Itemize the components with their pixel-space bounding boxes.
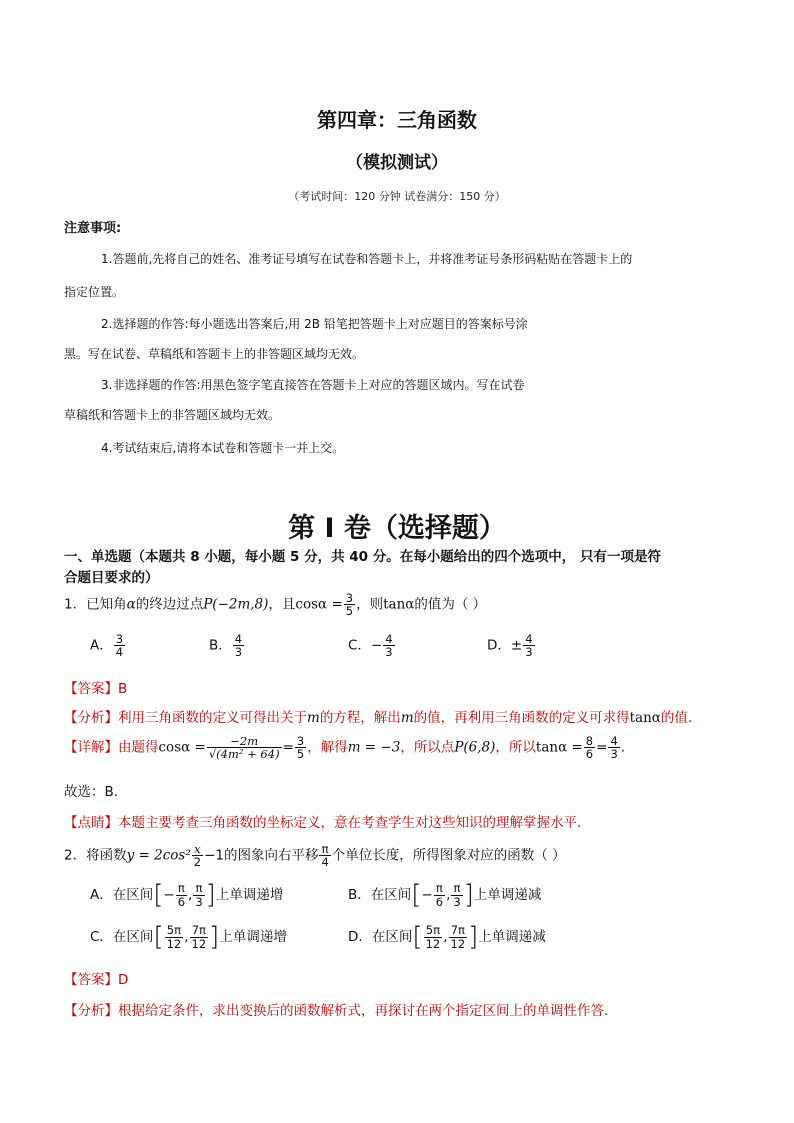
q1-answer: 【答案】B bbox=[64, 681, 128, 697]
q2-answer: 【答案】D bbox=[64, 972, 129, 988]
notice-item-3-line-2: 草稿纸和答题卡上的非答题区域均无效。 bbox=[64, 408, 281, 422]
q1-tan: tanα bbox=[383, 596, 415, 613]
q2-option-a: A．在区间[− $\frac{\pi}{6}$ , $\frac{\pi}{3}$ ]上单调递增 bbox=[90, 880, 284, 910]
q2-option-c: C．在区间[ $\frac{5\pi}{12}$ , $\frac{7\pi}{12}$ ]上单调递增 bbox=[90, 922, 287, 952]
q1-prefix: 1．已知角 bbox=[64, 596, 127, 613]
exam-subtitle: （模拟测试） bbox=[346, 153, 448, 173]
q1-point: P(−2m,8) bbox=[203, 596, 269, 613]
q2-option-b: B．在区间[− $\frac{\pi}{6}$ , $\frac{\pi}{3}$ ]上单调递减 bbox=[348, 880, 542, 910]
question-2-stem: 2．将函数y = 2cos² $\frac{x}{2}$ −1的图象向右平移 $\frac{\pi}{4}$ 个单位长度，所得图象对应的函数（ ） bbox=[64, 842, 566, 870]
q1-option-c: C．− $\frac{4}{3}$ bbox=[348, 632, 393, 660]
q1-suffix: 的值为（ ） bbox=[414, 596, 487, 613]
notice-heading: 注意事项: bbox=[64, 221, 122, 236]
exam-info: （考试时间：120 分钟 试卷满分：150 分） bbox=[288, 190, 506, 203]
q1-mid1: 的终边过点 bbox=[135, 596, 204, 613]
q1-comment: 【点睛】本题主要考查三角函数的坐标定义，意在考查学生对这些知识的理解掌握水平. bbox=[64, 815, 582, 831]
q2-option-d: D．在区间[ $\frac{5\pi}{12}$ , $\frac{7\pi}{12}$ ]上单调递减 bbox=[348, 922, 546, 952]
notice-item-1-line-2: 指定位置。 bbox=[64, 285, 125, 299]
q2-analysis: 【分析】根据给定条件，求出变换后的函数解析式，再探讨在两个指定区间上的单调性作答. bbox=[64, 1003, 609, 1019]
q1-detail-fraction-1: $\frac{-2m}{\text{√(4m² + 64)}}$ bbox=[208, 734, 280, 762]
q1-option-a: A． $\frac{3}{4}$ bbox=[90, 632, 124, 660]
q1-option-d: D．± $\frac{4}{3}$ bbox=[487, 632, 533, 660]
q1-option-b-fraction: $\frac{4}{3}$ bbox=[234, 632, 243, 660]
notice-item-4: 4.考试结束后,请将本试卷和答题卡一并上交。 bbox=[101, 441, 345, 455]
notice-item-2-line-2: 黑。写在试卷、草稿纸和答题卡上的非答题区域均无效。 bbox=[64, 347, 365, 361]
notice-item-1-line-1: 1.答题前,先将自己的姓名、准考证号填写在试卷和答题卡上，并将准考证号条形码粘贴在答题卡上的 bbox=[101, 252, 633, 266]
q2-shift-fraction: $\frac{\pi}{4}$ bbox=[321, 842, 329, 870]
q1-option-a-fraction: $\frac{3}{4}$ bbox=[115, 632, 124, 660]
q1-option-b: B． $\frac{4}{3}$ bbox=[209, 632, 243, 660]
q1-choose: 故选：B． bbox=[64, 784, 128, 800]
q1-detail-fraction-4: $\frac{4}{3}$ bbox=[610, 734, 618, 762]
notice-item-2-line-1: 2.选择题的作答:每小题选出答案后,用 2B 铅笔把答题卡上对应题目的答案标号涂 bbox=[101, 317, 528, 331]
q1-detail-fraction-2: $\frac{3}{5}$ bbox=[296, 734, 305, 762]
q1-option-c-fraction: $\frac{4}{3}$ bbox=[385, 632, 393, 660]
notice-item-3-line-1: 3.非选择题的作答:用黑色签字笔直接答在答题卡上对应的答题区域内。写在试卷 bbox=[101, 378, 525, 392]
q1-mid2: ，且 bbox=[268, 596, 296, 613]
q2-func-fraction: $\frac{x}{2}$ bbox=[193, 842, 202, 870]
q1-cos: cosα = bbox=[295, 596, 343, 613]
q1-mid3: ，则 bbox=[356, 596, 384, 613]
q1-cos-fraction: $\frac{3}{5}$ bbox=[345, 591, 354, 619]
q1-analysis: 【分析】利用三角函数的定义可得出关于m的方程，解出m的值，再利用三角函数的定义可求得tanα的值. bbox=[64, 710, 693, 726]
q1-detail-fraction-3: $\frac{8}{6}$ bbox=[585, 734, 594, 762]
volume-title: 第 I 卷（选择题） bbox=[288, 513, 506, 544]
chapter-title: 第四章：三角函数 bbox=[317, 108, 477, 132]
section-1-heading-line-1: 一、单选题（本题共 8 小题，每小题 5 分，共 40 分。在每小题给出的四个选项中， 只有一项是符 bbox=[64, 549, 661, 565]
question-1-stem bbox=[64, 592, 486, 617]
q1-detail: 【详解】由题得cosα = $\frac{-2m}{\text{√(4m² + 64)}}$ = $\frac{3}{5}$ ，解得m = −3，所以点P(6,8)，所以tanα = $\frac{8}{6}$ = $\frac{4}{3}$ . bbox=[64, 734, 626, 762]
q1-alpha: α bbox=[126, 596, 136, 613]
q1-option-d-fraction: $\frac{4}{3}$ bbox=[525, 632, 533, 660]
section-1-heading-line-2: 合题目要求的） bbox=[64, 570, 159, 586]
